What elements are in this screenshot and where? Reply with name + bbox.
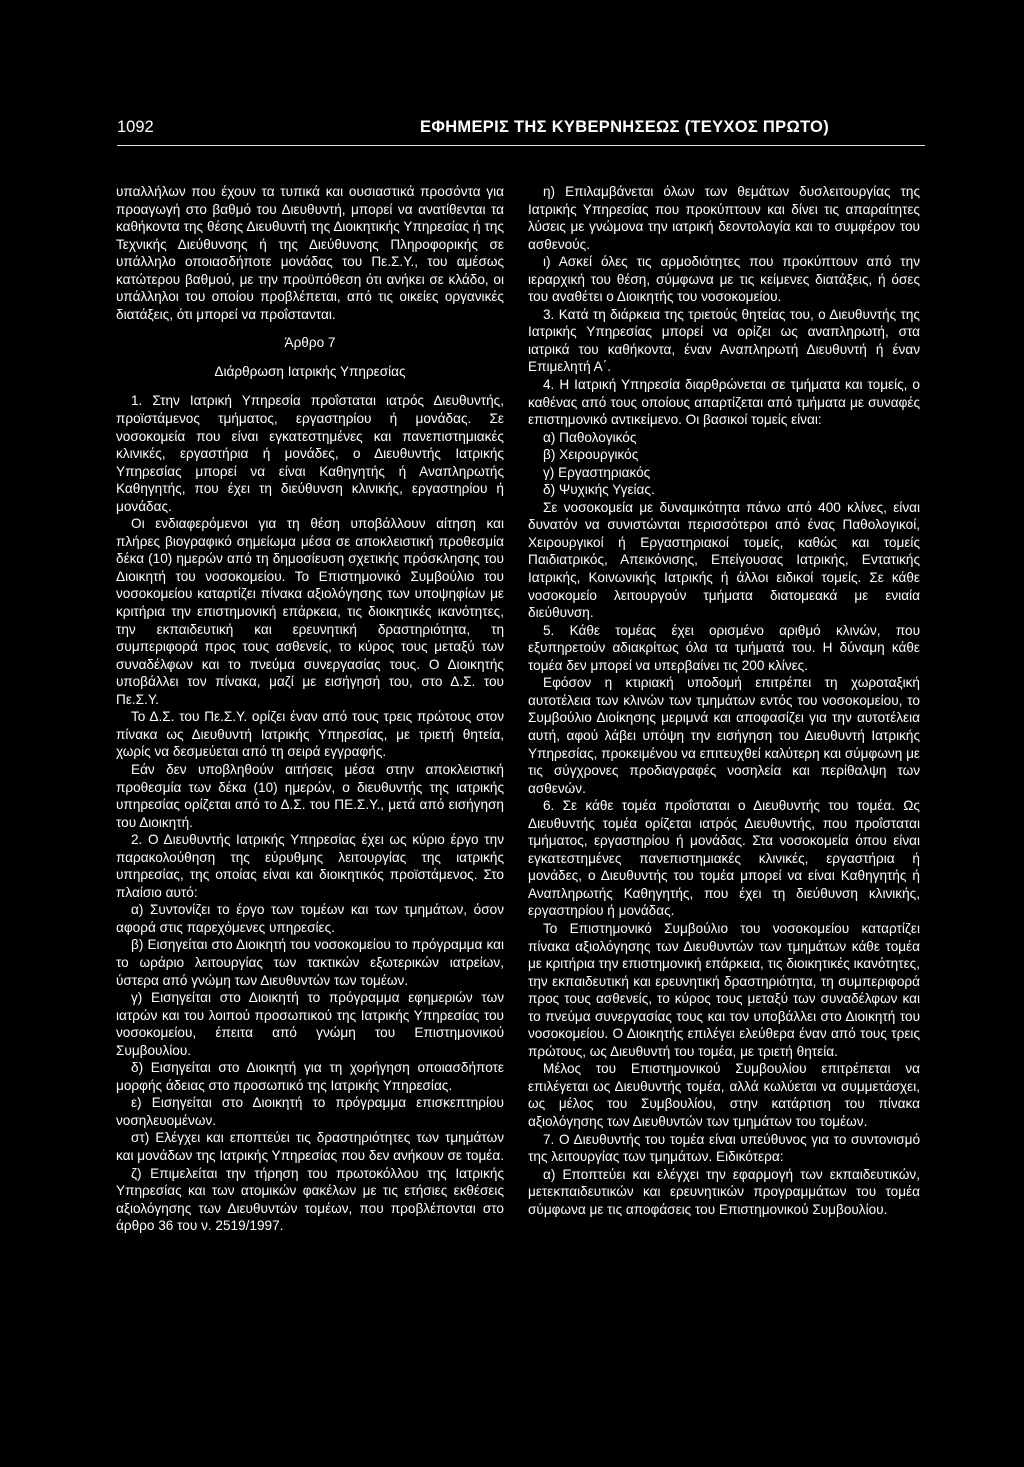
- header-rule: [117, 145, 925, 146]
- list-item: α) Συντονίζει το έργο των τομέων και των τμημάτων, όσον αφορά στις παρεχόμενες υπηρεσίες.: [116, 902, 504, 935]
- list-item: ζ) Επιμελείται την τήρηση του πρωτοκόλλου της Ιατρικής Υπηρεσίας και των ατομικών φακέλων με τις ετήσιες εκθέσεις αξιολόγησης των Διευθυντών τομέων, που προβλέπονται στο άρθρο 36 του ν. 2519/1997.: [116, 1165, 504, 1234]
- sector-item: β) Χειρουργικός: [543, 447, 639, 463]
- article-heading: Άρθρο 7: [284, 335, 336, 351]
- list-item: ε) Εισηγείται στο Διοικητή το πρόγραμμα επισκεπτηρίου νοσηλευομένων.: [116, 1095, 504, 1128]
- left-column: [116, 183, 504, 1235]
- list-item: στ) Ελέγχει και εποπτεύει τις δραστηριότητες των τμημάτων και μονάδων της Ιατρικής Υπηρεσίας που δεν ανήκουν σε τομέα.: [116, 1130, 505, 1163]
- paragraph: Το Επιστημονικό Συμβούλιο του νοσοκομείου καταρτίζει πίνακα αξιολόγησης των Διευθυντών των τμημάτων κάθε τομέα με κριτήρια την επιστημονική επάρκεια, τις διοικητικές ικανότητες, την εκπαιδευτική και ερευνητική δραστηριότητα, τη συμπεριφορά προς τους ασθενείς, το κύρος τους μεταξύ των συναδέλφων και το πνεύμα συνεργασίας τους και τον υποβάλλει στο Διοικητή του νοσοκομείου. Ο Διοικητής επιλέγει ελεύθερα έναν από τους τρεις πρώτους, ως Διευθυντή του τομέα, με τριετή θητεία.: [528, 920, 920, 1059]
- page-header: [117, 118, 925, 144]
- paragraph: 5. Κάθε τομέας έχει ορισμένο αριθμό κλινών, που εξυπηρετούν αδιακρίτως όλα τα τμήματά του. Η δύναμη κάθε τομέα δεν μπορεί να υπερβαίνει τις 200 κλίνες.: [528, 622, 920, 673]
- paragraph: Μέλος του Επιστημονικού Συμβουλίου επιτρέπεται να επιλέγεται ως Διευθυντής τομέα, αλλά κωλύεται να συμμετάσχει, ως μέλος του Συμβουλίου, στην κατάρτιση του πίνακα αξιολόγησης των Διευθυντών των τμημάτων του τομέων.: [528, 1061, 920, 1129]
- paragraph: Εάν δεν υποβληθούν αιτήσεις μέσα στην αποκλειστική προθεσμία των δέκα (10) ημερών, ο διευθυντής της ιατρικής υπηρεσίας ορίζεται από το Δ.Σ. του ΠΕ.Σ.Υ., μετά από εισήγηση του Διοικητή.: [116, 761, 504, 830]
- page-number: 1092: [117, 118, 154, 136]
- right-column: [528, 183, 920, 1218]
- paragraph: 3. Κατά τη διάρκεια της τριετούς θητείας του, ο Διευθυντής της Ιατρικής Υπηρεσίας μπορεί να ορίζει ως αναπληρωτή, στα ιατρικά του καθήκοντα, έναν Αναπληρωτή Διευθυντή ή έναν Επιμελητή Α΄.: [528, 306, 920, 375]
- list-item: γ) Εισηγείται στο Διοικητή το πρόγραμμα εφημεριών των ιατρών και του λοιπού προσωπικού της Ιατρικής Υπηρεσίας του νοσοκομείου, έπειτα από γνώμη του Επιστημονικού Συμβουλίου.: [116, 990, 504, 1058]
- gazette-title: ΕΦΗΜΕΡΙΣ ΤΗΣ ΚΥΒΕΡΝΗΣΕΩΣ (ΤΕΥΧΟΣ ΠΡΩΤΟ): [420, 118, 829, 136]
- paragraph: 7. Ο Διευθυντής του τομέα είναι υπεύθυνος για το συντονισμό της λειτουργίας των τμημάτων. Ειδικότερα:: [528, 1131, 920, 1165]
- paragraph: Το Δ.Σ. του Πε.Σ.Υ. ορίζει έναν από τους τρεις πρώτους στον πίνακα ως Διευθυντή Ιατρικής Υπηρεσίας, με τριετή θητεία, χωρίς να δεσμεύεται από τη σειρά εγγραφής.: [116, 709, 504, 760]
- sector-item: δ) Ψυχικής Υγείας.: [543, 482, 655, 498]
- list-item: ι) Ασκεί όλες τις αρμοδιότητες που προκύπτουν από την ιεραρχική του θέση, σύμφωνα με τις κείμενες διατάξεις, ή όσες του αναθέτει ο Διοικητής του νοσοκομείου.: [528, 254, 920, 305]
- paragraph: 2. Ο Διευθυντής Ιατρικής Υπηρεσίας έχει ως κύριο έργο την παρακολούθηση της εύρυθμης λειτουργίας της ιατρικής υπηρεσίας, της οποίας είναι και διοικητικός προϊστάμενος. Στο πλαίσιο αυτό:: [116, 832, 504, 900]
- list-item: δ) Εισηγείται στο Διοικητή για τη χορήγηση οποιασδήποτε μορφής άδειας στο προσωπικό της Ιατρικής Υπηρεσίας.: [116, 1060, 504, 1093]
- paragraph: 4. Η Ιατρική Υπηρεσία διαρθρώνεται σε τμήματα και τομείς, ο καθένας από τους οποίους απαρτίζεται από τμήματα με συναφές επιστημονικό αντικείμενο. Οι βασικοί τομείς είναι:: [528, 377, 920, 428]
- paragraph: 1. Στην Ιατρική Υπηρεσία προΐσταται ιατρός Διευθυντής, προϊστάμενος τμήματος, εργαστηρίου ή μονάδας. Σε νοσοκομεία που είναι εγκατεστημένες και πανεπιστημιακές κλινικές, εργαστήρια ή μονάδες, ο Διευθυντής Ιατρικής Υπηρεσίας μπορεί να είναι Καθηγητής ή Αναπληρωτής Καθηγητής, που έχει τη διεύθυνση κλινικής, εργαστηρίου ή μονάδας.: [116, 393, 504, 514]
- paragraph: Σε νοσοκομεία με δυναμικότητα πάνω από 400 κλίνες, είναι δυνατόν να συνιστώνται περισσότεροι από ένας Παθολογικοί, Χειρουργικοί ή Εργαστηριακοί τομείς, καθώς και τομείς Παιδιατρικός, Απεικόνισης, Επείγουσας Ιατρικής, Εντατικής Ιατρικής, Κοινωνικής Ιατρικής ή άλλοι ειδικοί τομείς. Σε κάθε νοσοκομείο λειτουργούν τμήματα διατομεακά με ενιαία διεύθυνση.: [528, 499, 920, 621]
- sector-item: α) Παθολογικός: [543, 429, 637, 445]
- list-item: η) Επιλαμβάνεται όλων των θεμάτων δυσλειτουργίας της Ιατρικής Υπηρεσίας που προκύπτουν και δίνει τις απαραίτητες λύσεις με γνώμονα την ιατρική δεοντολογία και το συμφέρον του ασθενούς.: [528, 184, 920, 252]
- list-item: α) Εποπτεύει και ελέγχει την εφαρμογή των εκπαιδευτικών, μετεκπαιδευτικών και ερευνητικών προγραμμάτων του τομέα σύμφωνα με τις αποφάσεις του Επιστημονικού Συμβουλίου.: [528, 1166, 920, 1217]
- paragraph: Εφόσον η κτιριακή υποδομή επιτρέπει τη χωροταξική αυτοτέλεια των κλινών των τμημάτων εντός του νοσοκομείου, το Συμβούλιο Διοίκησης μεριμνά και αποφασίζει για την αυτοτέλεια αυτή, αφού λάβει υπόψη την εισήγηση του Διευθυντή Ιατρικής Υπηρεσίας, προκειμένου να επιτευχθεί καλύτερη και σύμφωνη με τις σύγχρονες προδιαγραφές νοσηλεία και περίθαλψη των ασθενών.: [528, 675, 920, 796]
- article-title: Διάρθρωση Ιατρικής Υπηρεσίας: [214, 363, 406, 379]
- list-item: β) Εισηγείται στο Διοικητή του νοσοκομείου το πρόγραμμα και το ωράριο λειτουργίας των τακτικών εξωτερικών ιατρείων, ύστερα από γνώμη των Διευθυντών των τομέων.: [116, 937, 504, 988]
- paragraph: υπαλλήλων που έχουν τα τυπικά και ουσιαστικά προσόντα για προαγωγή στο βαθμό του Διευθυντή, μπορεί να ανατίθενται τα καθήκοντα της θέσης Διευθυντή της Διοικητικής Υπηρεσίας ή της Τεχνικής Διεύθυνσης ή της Διεύθυνσης Πληροφορικής σε υπάλληλο οποιασδήποτε μονάδας του Πε.Σ.Υ., του αμέσως κατώτερου βαθμού, με την προϋπόθεση ότι ανήκει σε κλάδο, οι υπάλληλοι του οποίου προβλέπεται, από τις οικείες οργανικές διατάξεις, ότι μπορεί να προΐστανται.: [116, 184, 504, 322]
- paragraph: 6. Σε κάθε τομέα προΐσταται ο Διευθυντής του τομέα. Ως Διευθυντής τομέα ορίζεται ιατρός Διευθυντής, που προΐσταται τμήματος, εργαστηρίου ή μονάδας. Στα νοσοκομεία όπου είναι εγκατεστημένες πανεπιστημιακές κλινικές, εργαστήρια ή μονάδες, ο Διευθυντής του τομέα μπορεί να είναι Καθηγητής ή Αναπληρωτής Καθηγητής, που έχει τη διεύθυνση κλινικής, εργαστηρίου ή μονάδας.: [528, 798, 920, 919]
- paragraph: Οι ενδιαφερόμενοι για τη θέση υποβάλλουν αίτηση και πλήρες βιογραφικό σημείωμα μέσα σε αποκλειστική προθεσμία δέκα (10) ημερών από τη δημοσίευση σχετικής πρόσκλησης του Διοικητή του νοσοκομείου. Το Επιστημονικό Συμβούλιο του νοσοκομείου καταρτίζει πίνακα αξιολόγησης των υποψηφίων με κριτήρια την επιστημονική επάρκεια, τις διοικητικές ικανότητες, την εκπαιδευτική και ερευνητική δραστηριότητα, τη συμπεριφορά προς τους ασθενείς, το κύρος τους μεταξύ των συναδέλφων και το πνεύμα συνεργασίας τους. Ο Διοικητής υποβάλλει τον πίνακα, μαζί με εισήγησή του, στο Δ.Σ. του Πε.Σ.Υ.: [116, 516, 504, 707]
- sector-item: γ) Εργαστηριακός: [543, 464, 651, 480]
